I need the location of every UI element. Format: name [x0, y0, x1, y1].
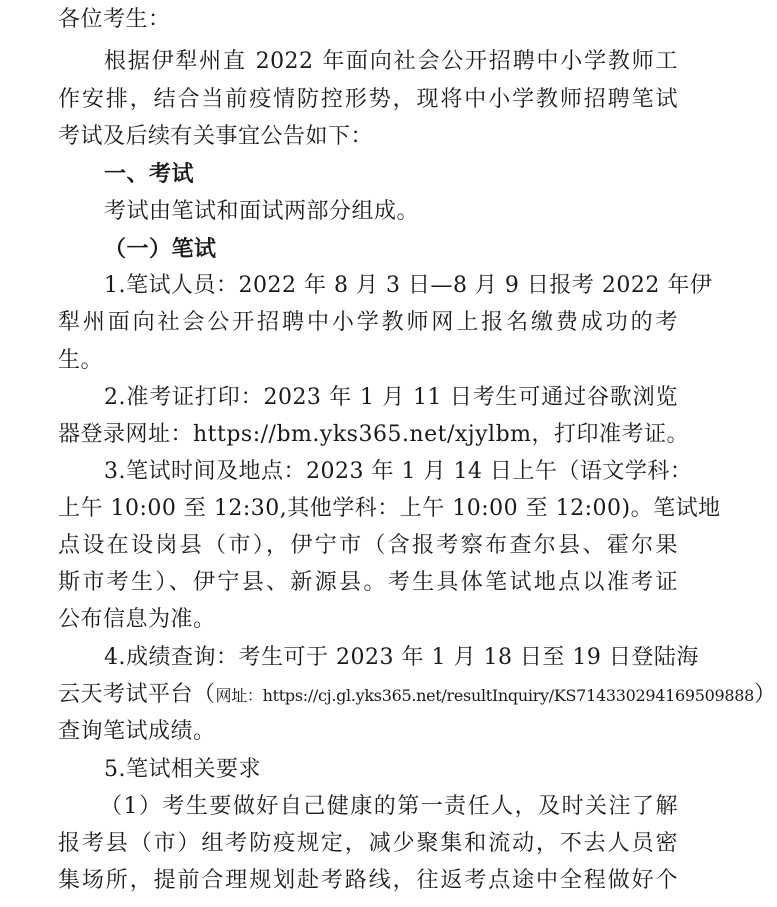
paragraph-line: 根据伊犁州直 2022 年面向社会公开招聘中小学教师工	[104, 49, 678, 74]
paragraph-line: 上午 10:00 至 12:30,其他学科：上午 10:00 至 12:00)。笔试地	[58, 496, 721, 521]
paragraph-line: 生。	[58, 348, 104, 373]
paragraph-line: 公布信息为准。	[58, 607, 216, 632]
paragraph-line: 集场所，提前合理规划赴考路线，往返考点途中全程做好个	[58, 868, 678, 893]
url-prefix: 云天考试平台（	[58, 682, 216, 707]
url-suffix: ）	[754, 682, 777, 707]
paragraph-line: 考试由笔试和面试两部分组成。	[104, 199, 420, 224]
salutation: 各位考生：	[58, 7, 171, 32]
paragraph-line: （1）考生要做好自己健康的第一责任人，及时关注了解	[100, 794, 678, 819]
paragraph-line: 作安排，结合当前疫情防控形势，现将中小学教师招聘笔试	[58, 87, 678, 112]
paragraph-line: 犁州面向社会公开招聘中小学教师网上报名缴费成功的考	[58, 310, 678, 335]
paragraph-line: 报考县（市）组考防疫规定，减少聚集和流动，不去人员密	[58, 831, 678, 856]
paragraph-line: 2.准考证打印：2023 年 1 月 11 日考生可通过谷歌浏览	[104, 385, 678, 410]
paragraph-line: 考试及后续有关事宜公告如下：	[58, 124, 374, 149]
item-title: 5.笔试相关要求	[104, 757, 261, 782]
paragraph-line-with-url	[58, 681, 777, 709]
paragraph-line: 斯市考生）、伊宁县、新源县。考生具体笔试地点以准考证	[58, 570, 678, 595]
paragraph-line: 4.成绩查询：考生可于 2023 年 1 月 18 日至 19 日登陆海	[104, 645, 699, 670]
paragraph-line: 点设在设岗县（市），伊宁市（含报考察布查尔县、霍尔果	[58, 533, 678, 558]
paragraph-line: 3.笔试时间及地点：2023 年 1 月 14 日上午（语文学科：	[104, 459, 693, 484]
paragraph-line: 查询笔试成绩。	[58, 719, 216, 744]
paragraph-line: 1.笔试人员：2022 年 8 月 3 日—8 月 9 日报考 2022 年伊	[104, 273, 713, 298]
score-query-url: 网址：https://cj.gl.yks365.net/resultInquiry/KS714330294169509888	[215, 686, 755, 705]
section-heading: 一、考试	[104, 161, 195, 187]
subsection-heading: （一）笔试	[104, 236, 217, 262]
paragraph-line: 器登录网址：https://bm.yks365.net/xjylbm，打印准考证。	[58, 422, 690, 447]
